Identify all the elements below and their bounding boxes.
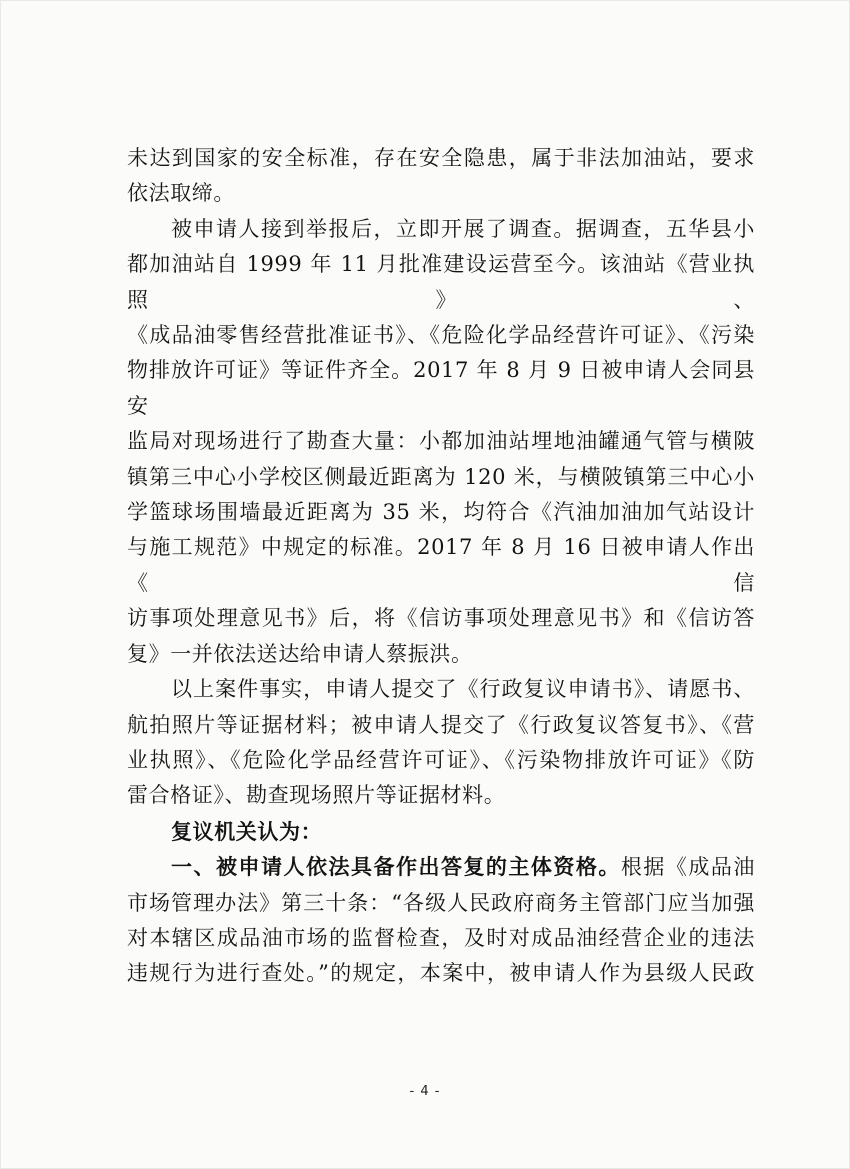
- body-text: [127, 141, 755, 992]
- text-line: 市场管理办法》第三十条：“各级人民政府商务主管部门应当加强: [127, 890, 755, 915]
- text-line: 依法取缔。: [127, 181, 235, 206]
- text-line: 监局对现场进行了勘查大量：小都加油站埋地油罐通气管与横陂: [127, 429, 755, 454]
- text-run: 根据《成品油: [620, 855, 755, 880]
- text-line: 复》一并依法送达给申请人蔡振洪。: [127, 641, 473, 666]
- text-line: 《成品油零售经营批准证书》、《危险化学品经营许可证》、《污染: [127, 323, 755, 348]
- text-line: 以上案件事实，申请人提交了《行政复议申请书》、请愿书、: [171, 677, 755, 702]
- bold-lead: 一、被申请人依法具备作出答复的主体资格。: [171, 854, 621, 880]
- text-line: 镇第三中心小学校区侧最近距离为 120 米，与横陂镇第三中心小: [127, 464, 755, 489]
- text-line: 被申请人接到举报后，立即开展了调查。据调查，五华县小: [171, 216, 755, 241]
- paragraph: [127, 672, 755, 814]
- text-line: 对本辖区成品油市场的监督检查，及时对成品油经营企业的违法: [127, 925, 755, 950]
- text-line: 违规行为进行查处。”的规定，本案中，被申请人作为县级人民政: [127, 961, 755, 986]
- text-line: 复议机关认为：: [171, 818, 323, 844]
- text-line: 雷合格证》、勘查现场照片等证据材料。: [127, 783, 506, 808]
- text-line: 学篮球场围墙最近距离为 35 米，均符合《汽油加油加气站设计: [127, 500, 755, 525]
- text-line: 业执照》、《危险化学品经营许可证》、《污染物排放许可证》《防: [127, 747, 755, 772]
- text-line: 物排放许可证》等证件齐全。2017 年 8 月 9 日被申请人会同县安: [127, 358, 755, 418]
- text-line: 都加油站自 1999 年 11 月批准建设运营至今。该油站《营业执照》、: [127, 252, 755, 312]
- text-line: [127, 849, 755, 885]
- paragraph: [127, 141, 755, 212]
- paragraph: [127, 849, 755, 992]
- text-line: 访事项处理意见书》后，将《信访事项处理意见书》和《信访答: [127, 606, 755, 631]
- paragraph: [127, 212, 755, 672]
- section-heading: [127, 814, 755, 849]
- text-line: 航拍照片等证据材料；被申请人提交了《行政复议答复书》、《营: [127, 712, 755, 737]
- page-number: - 4 -: [409, 1084, 441, 1099]
- text-line: 与施工规范》中规定的标准。2017 年 8 月 16 日被申请人作出《信: [127, 535, 755, 595]
- text-line: 未达到国家的安全标准，存在安全隐患，属于非法加油站，要求: [127, 146, 755, 170]
